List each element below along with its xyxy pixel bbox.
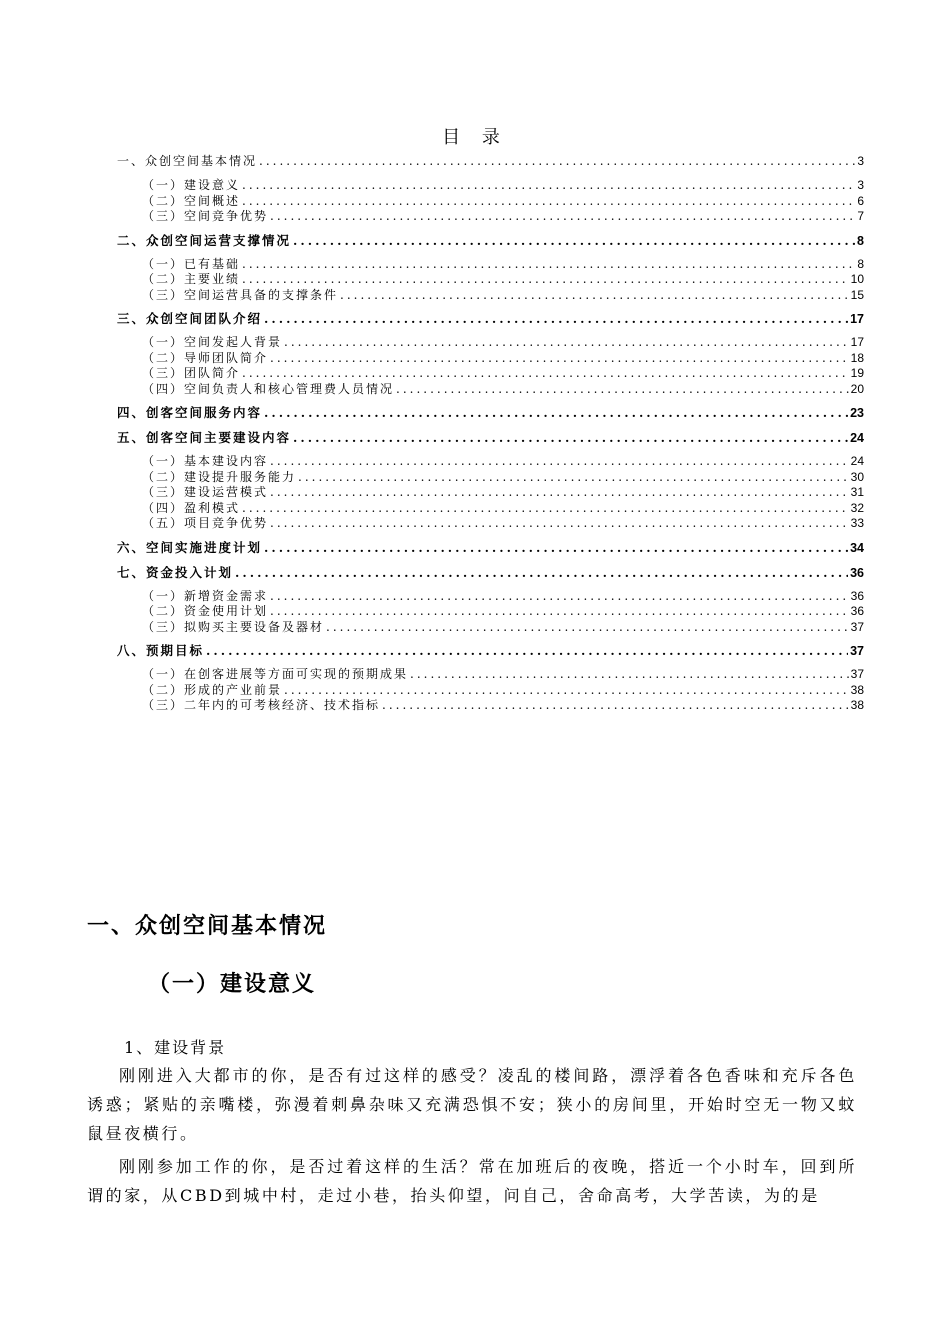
- toc-entry-sub[interactable]: [117, 366, 864, 382]
- toc-entry-label: 六、空间实施进度计划: [117, 539, 263, 555]
- toc-entry-page-number: 18: [850, 350, 864, 365]
- toc-entry-sub[interactable]: [117, 501, 864, 517]
- toc-entry-main[interactable]: [117, 563, 864, 582]
- toc-entry-sub[interactable]: [117, 257, 864, 273]
- toc-entry-label: （二）建设提升服务能力: [142, 469, 297, 484]
- toc-entry-page-number: 3: [857, 154, 864, 168]
- toc-title: 目 录: [442, 127, 508, 148]
- toc-entry-label: （一）基本建设内容: [142, 454, 269, 468]
- toc-entry-main[interactable]: [117, 538, 864, 557]
- toc-leader-dots: [326, 620, 849, 636]
- toc-leader-dots: [293, 428, 848, 447]
- toc-entry-sub[interactable]: [117, 194, 864, 210]
- toc-entry-sub[interactable]: [117, 667, 864, 683]
- toc-entry-page-number: 24: [850, 431, 864, 445]
- toc-entry-label: （四）空间负责人和核心管理费人员情况: [142, 381, 395, 396]
- toc-entry-page-number: 8: [857, 233, 864, 248]
- toc-entry-label: （一）新增资金需求: [142, 588, 269, 603]
- toc-entry-label: （三）团队简介: [142, 366, 241, 380]
- toc-entry-label: （三）拟购买主要设备及器材: [142, 619, 325, 634]
- toc-entry-sub[interactable]: [117, 209, 864, 225]
- toc-entry-page-number: 24: [850, 454, 864, 468]
- toc-leader-dots: [242, 501, 849, 517]
- toc-entry-sub[interactable]: [117, 272, 864, 288]
- toc-entry-page-number: 3: [857, 178, 864, 192]
- toc-entry-label: （一）建设意义: [142, 178, 241, 192]
- toc-entry-main[interactable]: [117, 403, 864, 422]
- toc-leader-dots: [242, 194, 855, 210]
- toc-entry-page-number: 38: [850, 698, 864, 712]
- toc-entry-page-number: 19: [850, 366, 864, 380]
- toc-entry-label: （二）导师团队简介: [142, 350, 269, 365]
- toc-entry-page-number: 37: [850, 644, 864, 658]
- toc-entry-page-number: 7: [857, 209, 864, 223]
- toc-entry-page-number: 34: [850, 540, 864, 555]
- toc-entry-page-number: 20: [850, 381, 864, 396]
- toc-leader-dots: [298, 470, 849, 486]
- toc-entry-label: 五、创客空间主要建设内容: [117, 430, 292, 445]
- toc-entry-label: 一、众创空间基本情况: [117, 154, 258, 168]
- toc-leader-dots: [270, 485, 849, 501]
- toc-entry-label: （一）在创客进展等方面可实现的预期成果: [142, 667, 409, 681]
- toc-entry-label: （五）项目竞争优势: [142, 516, 269, 530]
- toc-entry-sub[interactable]: [117, 351, 864, 367]
- toc-entry-sub[interactable]: [117, 454, 864, 470]
- toc-entry-label: （三）空间竞争优势: [142, 209, 269, 223]
- toc-leader-dots: [270, 454, 849, 470]
- toc-entry-sub[interactable]: [117, 698, 864, 714]
- toc-leader-dots: [293, 231, 855, 250]
- toc-leader-dots: [264, 538, 848, 557]
- toc-entry-label: （二）主要业绩: [142, 272, 241, 286]
- toc-entry-page-number: 36: [850, 565, 864, 580]
- toc-entry-page-number: 36: [850, 588, 864, 603]
- toc-leader-dots: [382, 698, 849, 714]
- toc-leader-dots: [259, 152, 855, 171]
- toc-entry-label: 七、资金投入计划: [117, 564, 234, 580]
- toc-entry-sub[interactable]: [117, 470, 864, 486]
- toc-entry-label: （三）二年内的可考核经济、技术指标: [142, 698, 381, 712]
- toc-leader-dots: [270, 351, 849, 367]
- toc-leader-dots: [270, 589, 849, 605]
- toc-entry-page-number: 10: [850, 272, 864, 286]
- toc-leader-dots: [270, 209, 855, 225]
- subsection-heading: 1、建设背景: [124, 1038, 227, 1057]
- toc-leader-dots: [206, 641, 848, 660]
- toc-entry-page-number: 38: [850, 682, 864, 697]
- toc-entry-page-number: 8: [857, 256, 864, 271]
- table-of-contents: [117, 152, 864, 714]
- toc-entry-page-number: 17: [850, 335, 864, 349]
- toc-entry-label: （二）形成的产业前景: [142, 682, 283, 697]
- toc-entry-label: 八、预期目标: [117, 643, 205, 658]
- toc-entry-sub[interactable]: [117, 485, 864, 501]
- toc-entry-page-number: 33: [850, 516, 864, 530]
- toc-entry-page-number: 36: [850, 604, 864, 618]
- section-heading-2: （一）建设意义: [148, 972, 317, 997]
- toc-entry-page-number: 37: [850, 619, 864, 634]
- toc-entry-label: 四、创客空间服务内容: [117, 405, 263, 420]
- toc-leader-dots: [264, 403, 848, 422]
- toc-entry-label: （三）建设运营模式: [142, 485, 269, 499]
- toc-leader-dots: [410, 667, 849, 683]
- body-paragraph-2: 刚刚参加工作的你，是否过着这样的生活？常在加班后的夜晚，搭近一个小时车，回到所谓的家，从CBD到城中村，走过小巷，抬头仰望，问自己，舍命高考，大学苦读，为的是: [87, 1157, 857, 1205]
- toc-entry-sub[interactable]: [117, 683, 864, 699]
- toc-entry-sub[interactable]: [117, 620, 864, 636]
- toc-entry-page-number: 17: [850, 312, 864, 326]
- toc-leader-dots: [284, 335, 849, 351]
- toc-entry-sub[interactable]: [117, 335, 864, 351]
- toc-entry-label: （一）空间发起人背景: [142, 335, 283, 349]
- toc-entry-label: （一）已有基础: [142, 256, 241, 271]
- toc-entry-main[interactable]: [117, 641, 864, 660]
- toc-leader-dots: [270, 516, 849, 532]
- toc-entry-sub[interactable]: [117, 589, 864, 605]
- toc-entry-sub[interactable]: [117, 178, 864, 194]
- toc-entry-page-number: 15: [850, 287, 864, 302]
- toc-entry-page-number: 32: [850, 500, 864, 515]
- toc-leader-dots: [242, 272, 849, 288]
- toc-leader-dots: [340, 288, 849, 304]
- toc-entry-sub[interactable]: [117, 516, 864, 532]
- toc-entry-label: 三、众创空间团队介绍: [117, 311, 263, 326]
- toc-leader-dots: [284, 683, 849, 699]
- toc-entry-label: 二、众创空间运营支撑情况: [117, 232, 292, 248]
- toc-leader-dots: [235, 563, 848, 582]
- toc-leader-dots: [242, 257, 855, 273]
- toc-entry-main[interactable]: [117, 152, 864, 171]
- toc-entry-page-number: 37: [850, 667, 864, 681]
- toc-entry-label: （三）空间运营具备的支撑条件: [142, 287, 339, 302]
- body-paragraph-1: 刚刚进入大都市的你，是否有过这样的感受？凌乱的楼间路，漂浮着各色香味和充斥各色诱惑；紧贴的亲嘴楼，弥漫着刺鼻杂味又充满恐惧不安；狭小的房间里，开始时空无一物又蚊鼠昼夜横行。: [87, 1066, 857, 1143]
- toc-entry-page-number: 31: [850, 485, 864, 499]
- toc-entry-main[interactable]: [117, 309, 864, 328]
- toc-entry-sub[interactable]: [117, 288, 864, 304]
- toc-entry-sub[interactable]: [117, 604, 864, 620]
- toc-entry-page-number: 30: [850, 469, 864, 484]
- toc-leader-dots: [242, 366, 849, 382]
- section-heading-1: 一、众创空间基本情况: [87, 914, 328, 939]
- toc-leader-dots: [270, 604, 849, 620]
- toc-leader-dots: [396, 382, 849, 398]
- toc-entry-label: （四）盈利模式: [142, 500, 241, 515]
- toc-entry-page-number: 6: [857, 193, 864, 208]
- toc-entry-label: （二）空间概述: [142, 193, 241, 208]
- toc-leader-dots: [242, 178, 855, 194]
- toc-entry-sub[interactable]: [117, 382, 864, 398]
- toc-entry-main[interactable]: [117, 231, 864, 250]
- toc-entry-label: （二）资金使用计划: [142, 604, 269, 618]
- toc-entry-page-number: 23: [850, 406, 864, 420]
- toc-entry-main[interactable]: [117, 428, 864, 447]
- toc-leader-dots: [264, 309, 848, 328]
